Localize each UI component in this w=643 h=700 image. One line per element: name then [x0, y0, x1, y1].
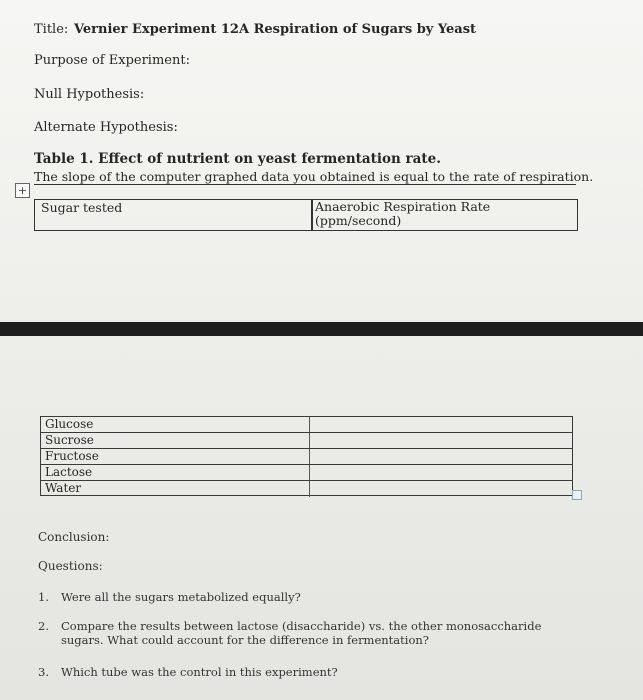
- note-underline: [34, 184, 576, 185]
- title-value: Vernier Experiment 12A Respiration of Sugars by Yeast: [74, 22, 477, 37]
- sugar-name-cell[interactable]: Glucose: [45, 417, 94, 431]
- rate-cell[interactable]: [309, 465, 574, 480]
- table-row[interactable]: [41, 433, 572, 449]
- table-resize-handle-icon[interactable]: [572, 490, 582, 500]
- null-hypothesis-label: Null Hypothesis:: [34, 87, 145, 102]
- header-respiration-rate[interactable]: [315, 200, 490, 228]
- sugar-table: [40, 416, 573, 496]
- question-number: 2.: [38, 619, 49, 633]
- table-move-handle-icon[interactable]: +: [15, 183, 30, 198]
- question-item: [0, 590, 643, 606]
- header-rate-line1: Anaerobic Respiration Rate: [315, 199, 491, 214]
- rate-cell[interactable]: [309, 449, 574, 464]
- title-label: Title:: [34, 22, 69, 37]
- table-caption: Table 1. Effect of nutrient on yeast fermentation rate.: [34, 151, 441, 167]
- questions-label: Questions:: [38, 559, 103, 573]
- sugar-name-cell[interactable]: Sucrose: [45, 433, 94, 447]
- rate-cell[interactable]: [309, 481, 574, 497]
- rate-cell[interactable]: [309, 417, 574, 432]
- conclusion-label: Conclusion:: [38, 530, 110, 544]
- question-text-continued: sugars. What could account for the difference in fermentation?: [61, 633, 429, 647]
- table-row[interactable]: [41, 465, 572, 481]
- table-row[interactable]: [41, 481, 572, 497]
- question-item: [0, 665, 643, 681]
- table-row[interactable]: [41, 417, 572, 433]
- question-text: Were all the sugars metabolized equally?: [61, 590, 301, 604]
- header-rate-line2: (ppm/second): [315, 213, 402, 228]
- question-number: 1.: [38, 590, 49, 604]
- question-number: 3.: [38, 665, 49, 679]
- question-text: Which tube was the control in this experiment?: [61, 665, 338, 679]
- alternate-hypothesis-label: Alternate Hypothesis:: [34, 120, 178, 135]
- header-sugar-tested[interactable]: Sugar tested: [41, 200, 123, 215]
- purpose-label: Purpose of Experiment:: [34, 53, 190, 68]
- results-table-header: [34, 199, 578, 231]
- header-column-divider: [311, 200, 313, 230]
- rate-cell[interactable]: [309, 433, 574, 448]
- sugar-name-cell[interactable]: Lactose: [45, 465, 93, 479]
- page-divider-bar: [0, 322, 643, 336]
- table-note: The slope of the computer graphed data you obtained is equal to the rate of respiration.: [34, 169, 594, 184]
- sugar-name-cell[interactable]: Water: [45, 481, 82, 495]
- question-text: Compare the results between lactose (disaccharide) vs. the other monosaccharide: [61, 619, 542, 633]
- sugar-name-cell[interactable]: Fructose: [45, 449, 99, 463]
- question-item: [0, 619, 643, 651]
- table-row[interactable]: [41, 449, 572, 465]
